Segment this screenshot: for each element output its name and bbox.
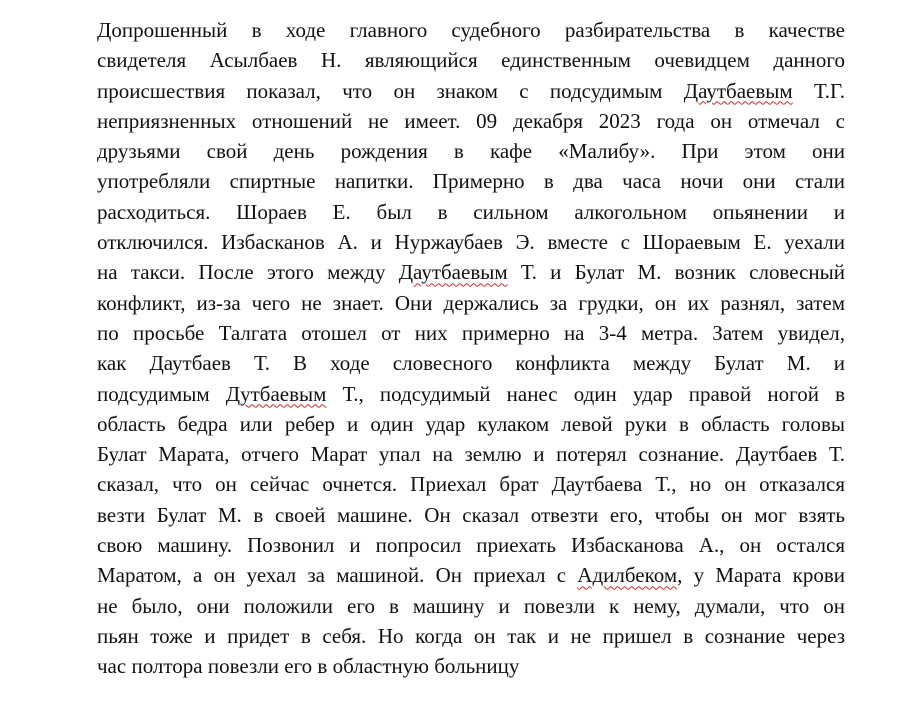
text-line: Допрошенный в ходе главного судебного разбирательства в качестве	[97, 18, 845, 42]
text-line: Маратом, а он уехал за машиной. Он приехал с Адилбеком, у Марата крови	[97, 563, 845, 588]
text-line: происшествия показал, что он знаком с подсудимым Даутбаевым Т.Г.	[97, 78, 845, 103]
text-line: свидетеля Асылбаев Н. являющийся единственным очевидцем данного	[97, 48, 845, 73]
text-line: сказал, что он сейчас очнется. Приехал брат Даутбаева Т., но он отказался	[97, 472, 845, 497]
text-line: конфликт, из-за чего не знает. Они держались за грудки, он их разнял, затем	[97, 290, 845, 315]
text-line: употребляли спиртные напитки. Примерно в два часа ночи они стали	[97, 169, 845, 194]
text-line: везти Булат М. в своей машине. Он сказал отвезти его, чтобы он мог взять	[97, 502, 845, 527]
text-line: как Даутбаев Т. В ходе словесного конфликта между Булат М. и	[97, 351, 845, 376]
text-line: друзьями свой день рождения в кафе «Малибу». При этом они	[97, 139, 845, 164]
text-line: подсудимым Дутбаевым Т., подсудимый нанес один удар правой ногой в	[97, 381, 846, 406]
text-line: Булат Марата, отчего Марат упал на землю и потерял сознание. Даутбаев Т.	[97, 442, 845, 467]
text-line: пьян тоже и придет в себя. Но когда он так и не пришел в сознание через	[97, 623, 845, 648]
text-line: час полтора повезли его в областную больницу	[97, 654, 520, 679]
text-line: отключился. Избасканов А. и Нуржаубаев Э. вместе с Шораевым Е. уехали	[97, 230, 845, 255]
text-line: не было, они положили его в машину и повезли к нему, думали, что он	[97, 593, 845, 618]
text-line: расходиться. Шораев Е. был в сильном алкогольном опьянении и	[97, 199, 845, 224]
text-line: свою машину. Позвонил и попросил приехать Избасканова А., он остался	[97, 533, 845, 558]
text-line: на такси. После этого между Даутбаевым Т. и Булат М. возник словесный	[97, 260, 845, 285]
text-line: по просьбе Талгата отошел от них примерно на 3-4 метра. Затем увидел,	[97, 320, 845, 345]
text-line: область бедра или ребер и один удар кулаком левой руки в область головы	[97, 411, 845, 436]
testimony-paragraph	[97, 15, 845, 682]
spellcheck-flagged-word[interactable]: Адилбеком	[577, 563, 678, 588]
spellcheck-flagged-word[interactable]: Дутбаевым	[225, 381, 327, 406]
spellcheck-flagged-word[interactable]: Даутбаевым	[398, 260, 508, 285]
text-line: неприязненных отношений не имеет. 09 декабря 2023 года он отмечал с	[97, 108, 845, 133]
spellcheck-flagged-word[interactable]: Даутбаевым	[683, 78, 793, 103]
